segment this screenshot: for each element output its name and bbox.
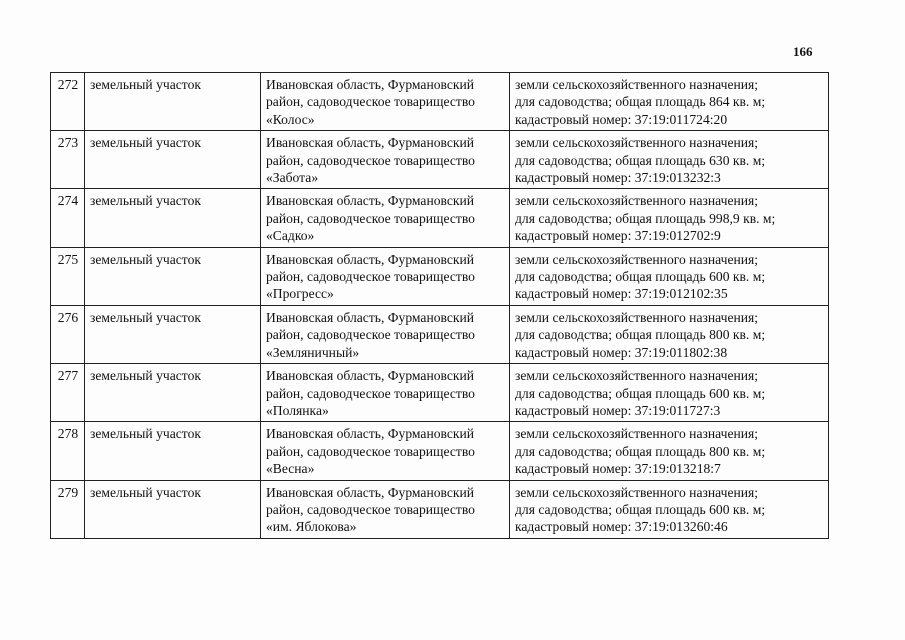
table-row	[51, 73, 829, 131]
object-type: земельный участок	[85, 247, 261, 305]
object-address: Ивановская область, Фурмановский район, садоводческое товарищество «Весна»	[261, 422, 510, 480]
object-type: земельный участок	[85, 422, 261, 480]
row-number: 276	[51, 305, 85, 363]
land-plots-table	[50, 72, 829, 539]
object-address: Ивановская область, Фурмановский район, садоводческое товарищество «Забота»	[261, 131, 510, 189]
object-address: Ивановская область, Фурмановский район, садоводческое товарищество «Садко»	[261, 189, 510, 247]
object-type: земельный участок	[85, 73, 261, 131]
object-type: земельный участок	[85, 189, 261, 247]
row-number: 277	[51, 364, 85, 422]
object-type: земельный участок	[85, 305, 261, 363]
row-number: 278	[51, 422, 85, 480]
table-row	[51, 422, 829, 480]
object-type: земельный участок	[85, 480, 261, 538]
object-description: земли сельскохозяйственного назначения; для садоводства; общая площадь 600 кв. м; кадастровый номер: 37:19:013260:46	[510, 480, 829, 538]
page-number: 166	[793, 44, 813, 59]
object-type: земельный участок	[85, 364, 261, 422]
table-row	[51, 247, 829, 305]
table-row	[51, 305, 829, 363]
row-number: 279	[51, 480, 85, 538]
object-description: земли сельскохозяйственного назначения; для садоводства; общая площадь 998,9 кв. м; кадастровый номер: 37:19:012702:9	[510, 189, 829, 247]
row-number: 273	[51, 131, 85, 189]
table-row	[51, 189, 829, 247]
object-description: земли сельскохозяйственного назначения; для садоводства; общая площадь 630 кв. м; кадастровый номер: 37:19:013232:3	[510, 131, 829, 189]
object-description: земли сельскохозяйственного назначения; для садоводства; общая площадь 864 кв. м; кадастровый номер: 37:19:011724:20	[510, 73, 829, 131]
table-row	[51, 131, 829, 189]
object-address: Ивановская область, Фурмановский район, садоводческое товарищество «им. Яблокова»	[261, 480, 510, 538]
table-row	[51, 364, 829, 422]
row-number: 274	[51, 189, 85, 247]
row-number: 275	[51, 247, 85, 305]
object-description: земли сельскохозяйственного назначения; для садоводства; общая площадь 800 кв. м; кадастровый номер: 37:19:013218:7	[510, 422, 829, 480]
object-description: земли сельскохозяйственного назначения; для садоводства; общая площадь 600 кв. м; кадастровый номер: 37:19:011727:3	[510, 364, 829, 422]
object-address: Ивановская область, Фурмановский район, садоводческое товарищество «Колос»	[261, 73, 510, 131]
object-address: Ивановская область, Фурмановский район, садоводческое товарищество «Прогресс»	[261, 247, 510, 305]
object-address: Ивановская область, Фурмановский район, садоводческое товарищество «Полянка»	[261, 364, 510, 422]
object-address: Ивановская область, Фурмановский район, садоводческое товарищество «Земляничный»	[261, 305, 510, 363]
table-row	[51, 480, 829, 538]
row-number: 272	[51, 73, 85, 131]
object-description: земли сельскохозяйственного назначения; для садоводства; общая площадь 800 кв. м; кадастровый номер: 37:19:011802:38	[510, 305, 829, 363]
object-type: земельный участок	[85, 131, 261, 189]
object-description: земли сельскохозяйственного назначения; для садоводства; общая площадь 600 кв. м; кадастровый номер: 37:19:012102:35	[510, 247, 829, 305]
